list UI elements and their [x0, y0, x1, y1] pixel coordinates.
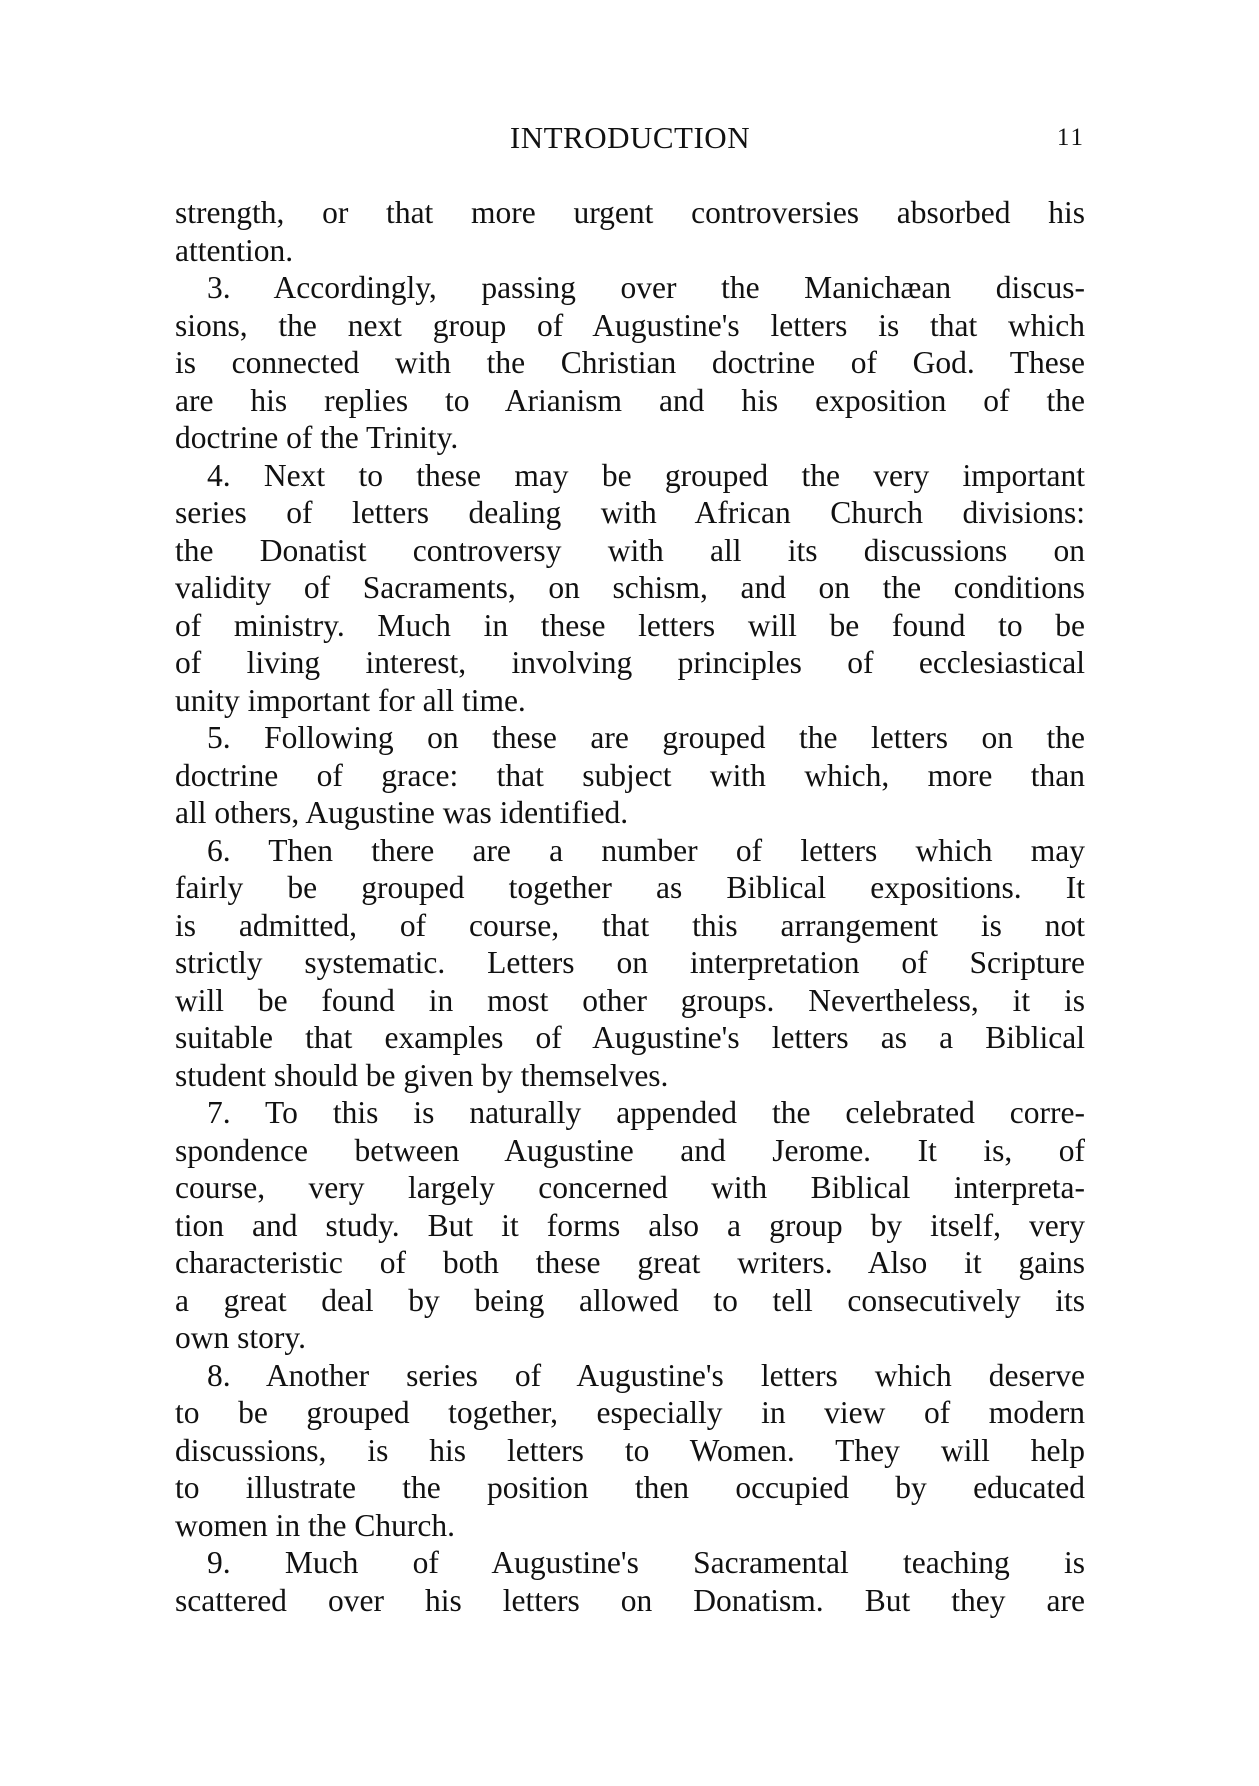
- text-line: strength, or that more urgent controversies absorbed his: [175, 195, 1085, 230]
- text-line: 5. Following on these are grouped the letters on the: [207, 720, 1085, 755]
- text-line: to illustrate the position then occupied by educated: [175, 1470, 1085, 1505]
- text-line: sions, the next group of Augustine's letters is that which: [175, 307, 1085, 343]
- text-line: tion and study. But it forms also a group by itself, very: [175, 1207, 1085, 1243]
- page-number: 11: [1056, 124, 1085, 151]
- text-line: suitable that examples of Augustine's letters as a Biblical: [175, 1020, 1085, 1055]
- text-line: unity important for all time.: [175, 682, 526, 718]
- text-line: 3. Accordingly, passing over the Manichæan discus-: [207, 270, 1085, 305]
- text-line: validity of Sacraments, on schism, and on the conditions: [175, 570, 1085, 605]
- text-line: series of letters dealing with African Church divisions:: [175, 495, 1085, 530]
- text-line: is admitted, of course, that this arrangement is not: [175, 907, 1085, 943]
- text-line: 7. To this is naturally appended the celebrated corre-: [207, 1095, 1085, 1130]
- text-line: 9. Much of Augustine's Sacramental teaching is: [207, 1545, 1085, 1580]
- text-line: to be grouped together, especially in view of modern: [175, 1395, 1085, 1430]
- text-line: the Donatist controversy with all its discussions on: [175, 532, 1085, 568]
- text-line: doctrine of grace: that subject with which, more than: [175, 757, 1085, 793]
- text-line: 8. Another series of Augustine's letters which deserve: [207, 1357, 1085, 1393]
- text-line: is connected with the Christian doctrine of God. These: [175, 345, 1085, 380]
- text-line: strictly systematic. Letters on interpretation of Scripture: [175, 945, 1085, 980]
- text-line: scattered over his letters on Donatism. But they are: [175, 1582, 1085, 1618]
- text-line: own story.: [175, 1320, 306, 1355]
- running-title: INTRODUCTION: [509, 120, 751, 155]
- page-header: [175, 120, 1085, 164]
- text-line: will be found in most other groups. Nevertheless, it is: [175, 982, 1085, 1018]
- text-line: discussions, is his letters to Women. They will help: [175, 1432, 1085, 1468]
- text-line: fairly be grouped together as Biblical expositions. It: [175, 870, 1085, 905]
- text-line: doctrine of the Trinity.: [175, 420, 459, 455]
- text-line: a great deal by being allowed to tell consecutively its: [175, 1282, 1085, 1318]
- text-line: attention.: [175, 232, 294, 268]
- text-line: all others, Augustine was identified.: [175, 795, 629, 830]
- text-line: 6. Then there are a number of letters which may: [207, 832, 1085, 868]
- text-line: are his replies to Arianism and his exposition of the: [175, 382, 1085, 418]
- text-line: of living interest, involving principles of ecclesiastical: [175, 645, 1085, 680]
- page-body-text: [175, 194, 1085, 1619]
- text-line: course, very largely concerned with Biblical interpreta-: [175, 1170, 1085, 1205]
- text-line: student should be given by themselves.: [175, 1057, 669, 1093]
- text-line: women in the Church.: [175, 1507, 455, 1543]
- text-line: characteristic of both these great writers. Also it gains: [175, 1245, 1085, 1280]
- text-line: of ministry. Much in these letters will be found to be: [175, 607, 1085, 643]
- text-line: 4. Next to these may be grouped the very important: [207, 457, 1085, 493]
- text-line: spondence between Augustine and Jerome. It is, of: [175, 1132, 1085, 1168]
